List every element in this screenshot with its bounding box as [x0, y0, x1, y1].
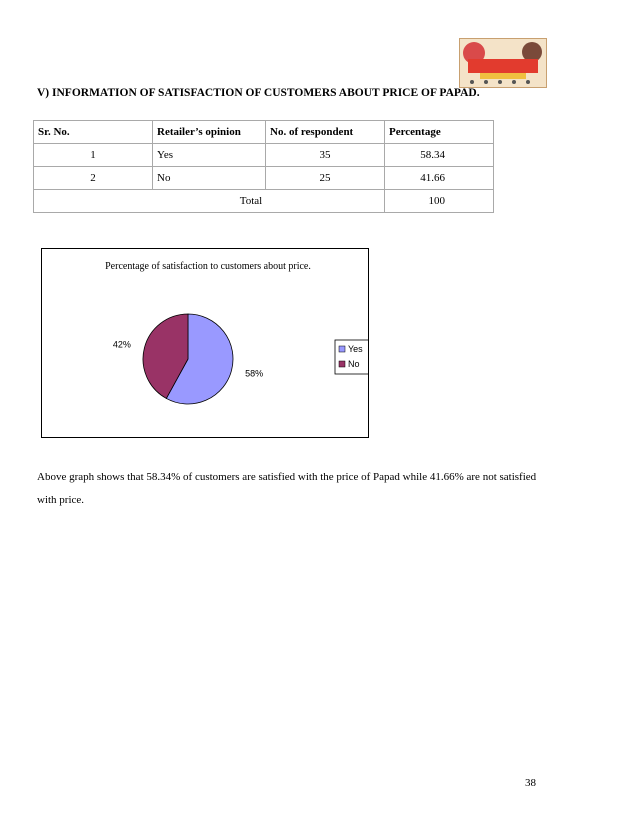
- legend-swatch-yes: [339, 346, 345, 352]
- cell-percentage: 58.34: [385, 144, 494, 167]
- pie-chart-frame: [41, 248, 369, 438]
- header-sr-no: Sr. No.: [34, 121, 153, 144]
- legend-label-yes: Yes: [348, 344, 363, 354]
- table-header-row: [34, 121, 494, 144]
- cell-respondents: 35: [266, 144, 385, 167]
- cell-respondents: 25: [266, 167, 385, 190]
- section-heading: V) INFORMATION OF SATISFACTION OF CUSTOMERS ABOUT PRICE OF PAPAD.: [37, 87, 480, 99]
- total-label: Total: [34, 190, 385, 213]
- cell-percentage: 41.66: [385, 167, 494, 190]
- header-percentage: Percentage: [385, 121, 494, 144]
- table-total-row: [34, 190, 494, 213]
- data-label-yes: 58%: [245, 368, 264, 379]
- chart-title: Percentage of satisfaction to customers about price.: [105, 261, 311, 272]
- total-value: 100: [385, 190, 494, 213]
- description-paragraph: Above graph shows that 58.34% of customers are satisfied with the price of Papad while 41.66% are not satisfied with price.: [37, 471, 537, 506]
- chart-legend: [335, 340, 368, 374]
- cell-opinion: No: [153, 167, 266, 190]
- legend-label-no: No: [348, 359, 360, 369]
- cell-sr: 2: [34, 167, 153, 190]
- header-opinion: Retailer’s opinion: [153, 121, 266, 144]
- page-number: 38: [525, 777, 536, 789]
- header-respondents: No. of respondent: [266, 121, 385, 144]
- cell-sr: 1: [34, 144, 153, 167]
- cell-opinion: Yes: [153, 144, 266, 167]
- legend-swatch-no: [339, 361, 345, 367]
- papad-brand-logo-icon: [459, 38, 547, 88]
- table-row: [34, 167, 494, 190]
- data-label-no: 42%: [112, 339, 131, 350]
- pie-chart: [42, 249, 368, 437]
- satisfaction-table: [33, 120, 494, 213]
- table-row: [34, 144, 494, 167]
